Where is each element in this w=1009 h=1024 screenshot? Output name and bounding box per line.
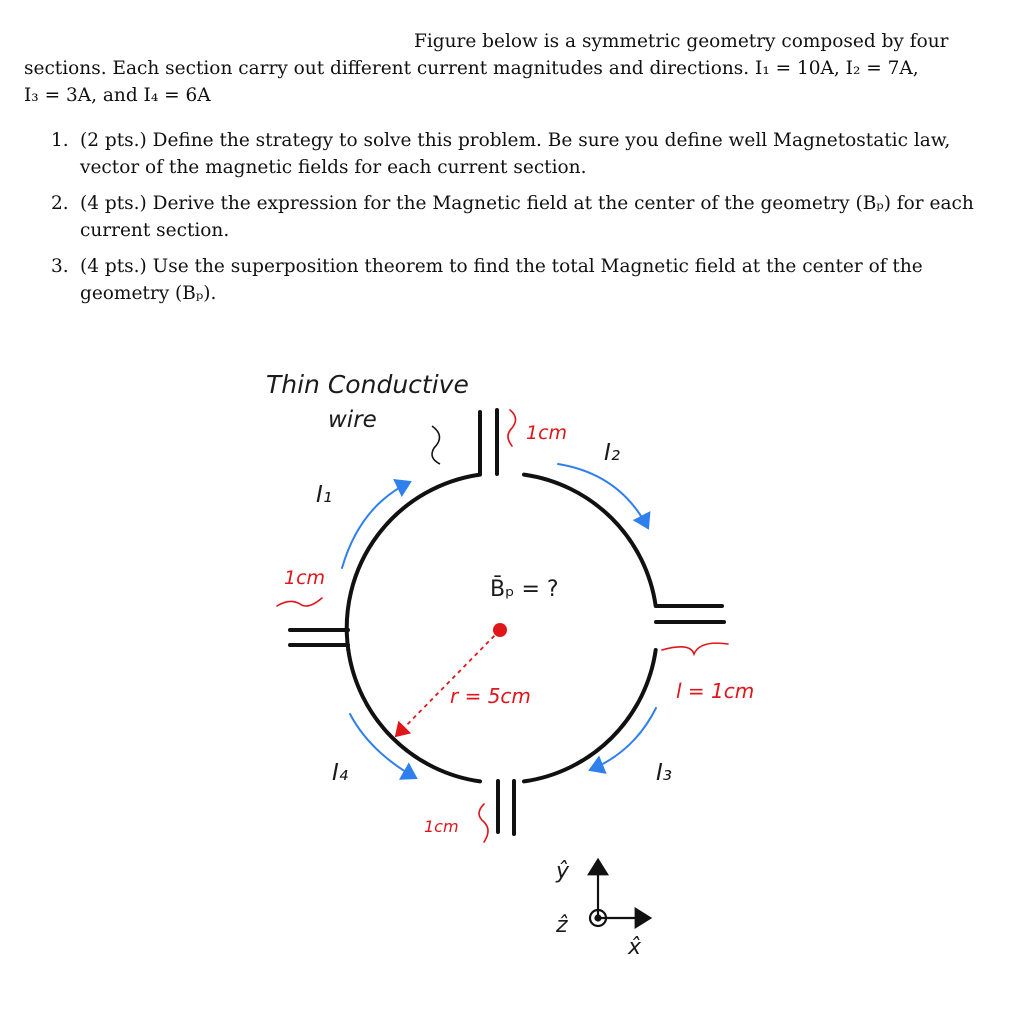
current-arrow-i4 — [350, 714, 416, 778]
current-label-i2: I₂ — [604, 440, 621, 466]
intro-line-1: Figure below is a symmetric geometry composed by four — [414, 31, 949, 52]
current-arrows — [342, 464, 656, 778]
length-label: l = 1cm — [676, 679, 755, 703]
gap-label-top: 1cm — [526, 422, 568, 444]
wire-label-line-1: Thin Conductive — [266, 370, 469, 399]
gap-label-bottom: 1cm — [424, 817, 459, 836]
gap-label-left: 1cm — [284, 567, 326, 589]
current-label-i4: I₄ — [332, 760, 349, 786]
axis-z-dot — [596, 916, 601, 921]
question-number: 2. — [51, 193, 69, 214]
gap-brace-left — [277, 598, 322, 606]
current-arrow-i3 — [590, 708, 656, 770]
wire-label-line-2: wire — [328, 407, 377, 433]
center-point — [493, 623, 507, 637]
axis-label-x: x̂ — [628, 935, 642, 960]
wire-pointer-icon — [432, 426, 440, 464]
wire-section-3 — [524, 650, 656, 781]
wire-section-1 — [347, 475, 480, 650]
question-text: (4 pts.) Derive the expression for the Magnetic field at the center of the geometry (Bₚ) for each current section. — [80, 193, 974, 241]
intro-line-2: sections. Each section carry out different current magnitudes and directions. I₁ = 10A, I₂ = 7A, — [24, 58, 919, 79]
coordinate-axes — [590, 860, 650, 926]
radius-line — [396, 630, 500, 736]
gap-brace-bottom — [479, 804, 488, 842]
question-number: 3. — [51, 256, 69, 277]
axis-label-y: ŷ — [556, 859, 570, 884]
intro-line-3: I₃ = 3A, and I₄ = 6A — [24, 85, 211, 106]
question-number: 1. — [51, 130, 69, 151]
axis-label-z: ẑ — [556, 913, 568, 938]
length-brace — [662, 643, 728, 654]
question-text: (2 pts.) Define the strategy to solve this problem. Be sure you define well Magnetostatic law, vector of the magnetic fields for each current section. — [80, 130, 951, 178]
current-arrow-i2 — [558, 464, 648, 528]
gap-brace-top — [508, 410, 516, 446]
radius-label: r = 5cm — [450, 684, 531, 708]
current-label-i3: I₃ — [656, 760, 673, 786]
current-arrow-i1 — [342, 482, 410, 568]
question-text: (4 pts.) Use the superposition theorem to find the total Magnetic field at the center of the geometry (Bₚ). — [80, 256, 923, 304]
current-label-i1: I₁ — [316, 482, 333, 508]
center-field-label: B̄ₚ = ? — [490, 577, 559, 602]
